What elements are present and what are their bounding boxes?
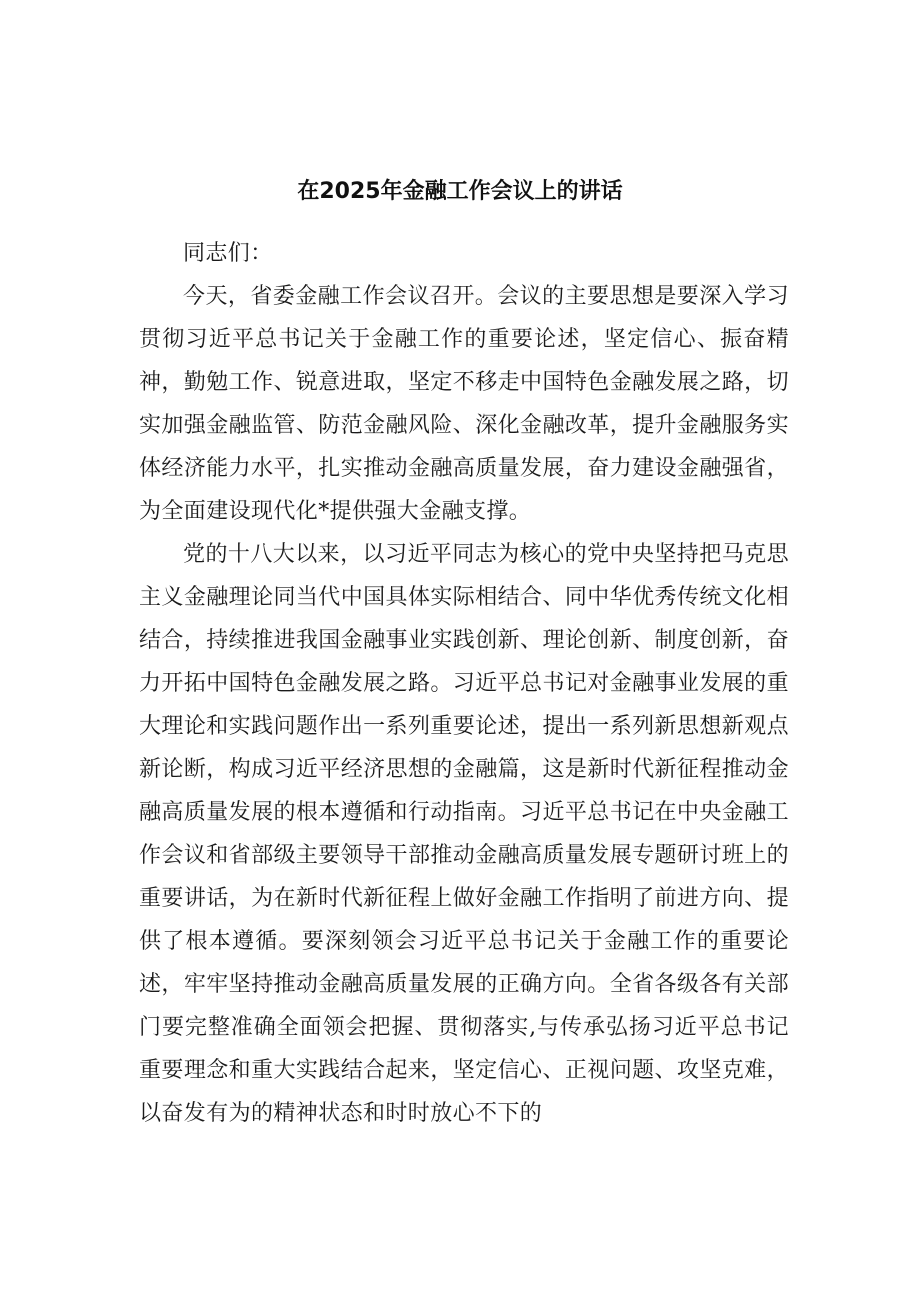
salutation: 同志们： [183,241,273,266]
paragraph-1: 今天，省委金融工作会议召开。会议的主要思想是要深入学习贯彻习近平总书记关于金融工作的重要论述，坚定信心、振奋精神，勤勉工作、锐意进取，坚定不移走中国特色金融发展之路，切实加强金融监管、防范金融风险、深化金融改革，提升金融服务实体经济能力水平，扎实推动金融高质量发展，奋力建设金融强省，为全面建设现代化*提供强大金融支撑。 [139,284,789,524]
paragraph-2: 党的十八大以来，以习近平同志为核心的党中央坚持把马克思主义金融理论同当代中国具体实际相结合、同中华优秀传统文化相结合，持续推进我国金融事业实践创新、理论创新、制度创新，奋力开拓中国特色金融发展之路。习近平总书记对金融事业发展的重大理论和实践问题作出一系列重要论述，提出一系列新思想新观点新论断，构成习近平经济思想的金融篇，这是新时代新征程推动金融高质量发展的根本遵循和行动指南。习近平总书记在中央金融工作会议和省部级主要领导干部推动金融高质量发展专题研讨班上的重要讲话，为在新时代新征程上做好金融工作指明了前进方向、提供了根本遵循。要深刻领会习近平总书记关于金融工作的重要论述，牢牢坚持推动金融高质量发展的正确方向。全省各级各有关部门要完整准确全面领会把握、贯彻落实,与传承弘扬习近平总书记重要理念和重大实践结合起来，坚定信心、正视问题、攻坚克难，以奋发有为的精神状态和时时放心不下的 [139,542,789,1126]
document-title: 在2025年金融工作会议上的讲话 [297,179,623,204]
document-body [139,232,789,1135]
